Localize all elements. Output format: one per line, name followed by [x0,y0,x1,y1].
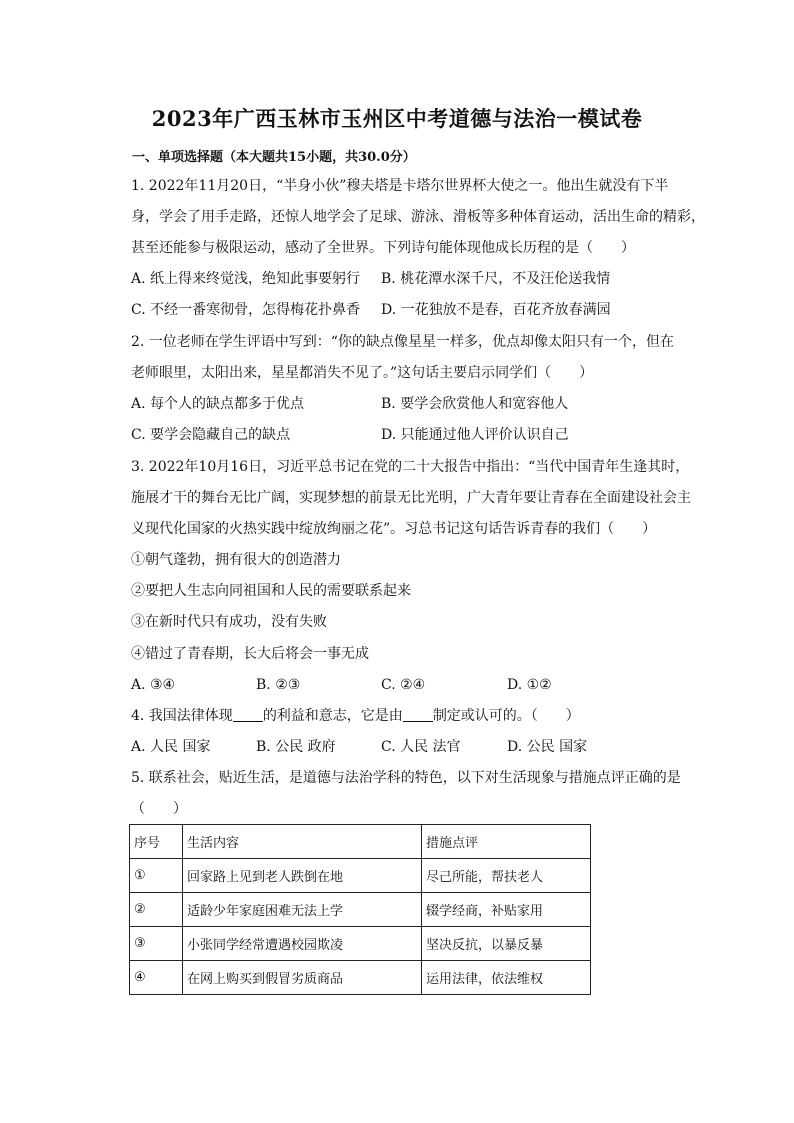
q3-statement-4: ④错过了青春期，长大后将会一事无成 [131,646,369,662]
table-header-cell: 措施点评 [422,825,591,859]
table-cell: 运用法律，依法维权 [422,961,591,995]
page-title: 2023年广西玉林市玉州区中考道德与法治一模试卷 [151,106,643,131]
table-cell: 适龄少年家庭困难无法上学 [183,893,422,927]
q2-option-d: D. 只能通过他人评价认识自己 [381,427,569,443]
q3-statement-2: ②要把人生志向同祖国和人民的需要联系起来 [131,583,411,599]
table-cell: ④ [130,961,183,995]
q5-line-1: 5. 联系社会，贴近生活，是道德与法治学科的特色，以下对生活现象与措施点评正确的是 [131,770,681,786]
q3-line-1: 3. 2022年10月16日，习近平总书记在党的二十大报告中指出：“当代中国青年生逢其时， [131,459,690,475]
table-cell: 小张同学经常遭遇校园欺凌 [183,927,422,961]
q3-line-2: 施展才干的舞台无比广阔，实现梦想的前景无比光明，广大青年要让青春在全面建设社会主 [131,490,691,506]
q2-line-2: 老师眼里，太阳出来，星星都消失不见了。”这句话主要启示同学们（ ） [131,365,594,381]
q3-option-c: C. ②④ [381,677,426,693]
q4-option-c: C. 人民 法官 [381,739,461,755]
table-header-cell: 生活内容 [183,825,422,859]
q1-option-d: D. 一花独放不是春，百花齐放春满园 [381,302,611,318]
table-cell: ② [130,893,183,927]
table-row [130,893,591,927]
q2-line-1: 2. 一位老师在学生评语中写到：“你的缺点像星星一样多，优点却像太阳只有一个，但在 [131,334,674,350]
q1-option-c: C. 不经一番寒彻骨，怎得梅花扑鼻香 [131,302,361,318]
table-row [130,961,591,995]
q4-blank-1 [233,707,263,722]
table-row [130,927,591,961]
q4-stem-prefix: 4. 我国法律体现 [131,708,233,724]
section-header: 一、单项选择题（本大题共15小题，共30.0分） [132,150,416,165]
q4-stem-middle: 的利益和意志，它是由 [262,708,403,724]
table-cell: ③ [130,927,183,961]
table-row [130,859,591,893]
q3-option-a: A. ③④ [131,677,176,693]
q1-line-2: 身，学会了用手走路，还惊人地学会了足球、游泳、滑板等多种体育运动，活出生命的精彩， [131,209,705,225]
table-header-cell: 序号 [130,825,183,859]
q5-table [129,824,591,995]
q1-line-1: 1. 2022年11月20日，“半身小伙”穆夫塔是卡塔尔世界杯大使之一。他出生就没有下半 [131,178,669,194]
table-cell: 辍学经商，补贴家用 [422,893,591,927]
q2-option-c: C. 要学会隐藏自己的缺点 [131,427,291,443]
q4-option-d: D. 公民 国家 [507,739,588,755]
q4-stem-suffix: 制定或认可的。（ ） [432,708,580,724]
q3-option-b: B. ②③ [256,677,301,693]
q4-stem [131,706,580,726]
table-cell: ① [130,859,183,893]
table-cell: 回家路上见到老人跌倒在地 [183,859,422,893]
q2-option-a: A. 每个人的缺点都多于优点 [131,396,305,412]
table-header-row [130,825,591,859]
table-cell: 坚决反抗，以暴反暴 [422,927,591,961]
q3-option-d: D. ①② [507,677,552,693]
q4-option-b: B. 公民 政府 [256,739,336,755]
q3-line-3: 义现代化国家的火热实践中绽放绚丽之花”。习总书记这句话告诉青春的我们（ ） [131,521,657,537]
table-cell: 在网上购买到假冒劣质商品 [183,961,422,995]
q1-option-a: A. 纸上得来终觉浅，绝知此事要躬行 [131,271,361,287]
q3-statement-3: ③在新时代只有成功，没有失败 [131,614,327,630]
q5-line-2: （ ） [131,801,187,817]
q2-option-b: B. 要学会欣赏他人和宽容他人 [381,396,569,412]
table-cell: 尽己所能，帮扶老人 [422,859,591,893]
q4-blank-2 [403,707,433,722]
q1-option-b: B. 桃花潭水深千尺，不及汪伦送我情 [381,271,611,287]
q4-option-a: A. 人民 国家 [131,739,211,755]
q1-line-3: 甚至还能参与极限运动，感动了全世界。下列诗句能体现他成长历程的是（ ） [131,240,635,256]
q3-statement-1: ①朝气蓬勃，拥有很大的创造潜力 [131,552,341,568]
